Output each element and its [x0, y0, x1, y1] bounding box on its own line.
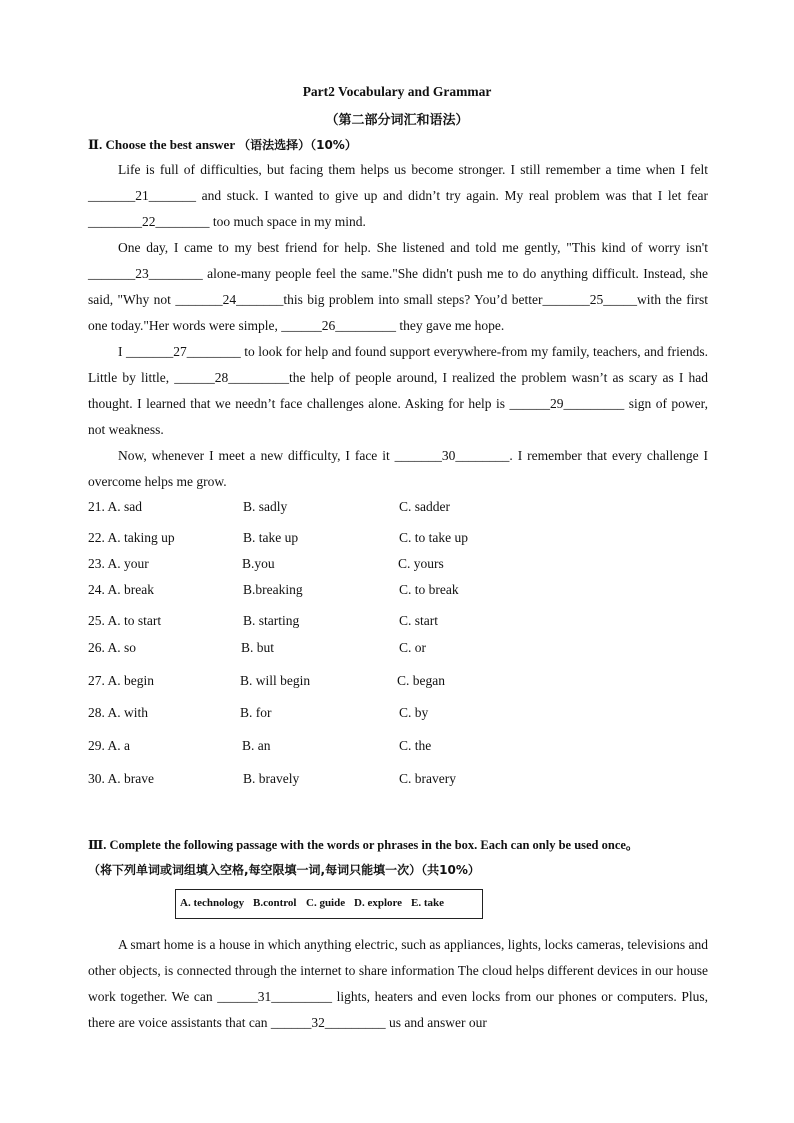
page-title: Part2 Vocabulary and Grammar — [302, 84, 492, 99]
passage-paragraph: A smart home is a house in which anything electric, such as appliances, lights, locks cameras, televisions and other objects, is connected through the internet to share information The cloud helps different devices in our house work together. We can ______31_________ lights, heaters and even locks from our phones or computers. Plus, there are voice assistants that can ______32_________ us and answer our — [88, 937, 708, 1030]
question-23-option-b: B.you — [242, 556, 275, 571]
question-24-option-c: C. to break — [399, 582, 459, 597]
question-27-option-c: C. began — [397, 673, 445, 688]
section-2-passage — [88, 157, 708, 495]
question-25-option-a: 25. A. to start — [88, 613, 162, 628]
question-25-option-b: B. starting — [243, 613, 300, 628]
question-30-option-b: B. bravely — [243, 771, 300, 786]
question-22-option-c: C. to take up — [399, 530, 468, 545]
word-box — [175, 889, 483, 919]
question-24-option-b: B.breaking — [243, 582, 303, 597]
question-29-option-b: B. an — [242, 738, 271, 753]
question-28-option-a: 28. A. with — [88, 705, 149, 720]
page-subtitle: （第二部分词汇和语法） — [325, 113, 469, 128]
question-30-option-c: C. bravery — [399, 771, 456, 786]
question-29-option-a: 29. A. a — [88, 738, 130, 753]
section-3-heading: Ⅲ. Complete the following passage with the words or phrases in the box. Each can only be used once。 — [88, 838, 639, 852]
section-2-heading — [88, 136, 357, 153]
question-27-option-a: 27. A. begin — [88, 673, 154, 688]
question-23-option-a: 23. A. your — [88, 556, 149, 571]
word-box-item-d: D. explore — [354, 897, 403, 909]
word-box-item-c: C. guide — [306, 897, 346, 909]
question-26-option-a: 26. A. so — [88, 640, 137, 655]
passage-paragraph: Life is full of difficulties, but facing them helps us become stronger. I still remember a time when I felt _______21_______ and stuck. I wanted to give up and didn’t try again. My real problem was that I let fear ________22________ too much space in my mind. — [88, 162, 708, 229]
question-22-option-a: 22. A. taking up — [88, 530, 175, 545]
question-26-option-c: C. or — [399, 640, 426, 655]
word-box-item-e: E. take — [411, 897, 444, 909]
passage-paragraph: Now, whenever I meet a new difficulty, I face it _______30________. I remember that every challenge I overcome helps me grow. — [88, 448, 708, 489]
question-29-option-c: C. the — [399, 738, 432, 753]
section-3-heading-cn: （将下列单词或词组填入空格,每空限填一词,每词只能填一次）（共10%） — [88, 863, 480, 877]
question-21-option-b: B. sadly — [243, 499, 288, 514]
word-box-item-a: A. technology — [180, 897, 245, 909]
question-24-option-a: 24. A. break — [88, 582, 154, 597]
question-25-option-c: C. start — [399, 613, 438, 628]
question-30-option-a: 30. A. brave — [88, 771, 154, 786]
question-23-option-c: C. yours — [398, 556, 444, 571]
question-28-option-b: B. for — [240, 705, 272, 720]
question-21-option-a: 21. A. sad — [88, 499, 142, 514]
section-3-passage — [88, 932, 708, 1036]
question-26-option-b: B. but — [241, 640, 275, 655]
word-box-item-b: B.control — [253, 897, 297, 909]
passage-paragraph: I _______27________ to look for help and found support everywhere-from my family, teachers, and friends. Little by little, ______28_________the help of people around, I realized the problem wasn’t as scary as I had thought. I learned that we needn’t face challenges alone. Asking for help is ______29_________ sign of power, not weakness. — [88, 344, 708, 437]
question-28-option-c: C. by — [399, 705, 429, 720]
passage-paragraph: One day, I came to my best friend for help. She listened and told me gently, "This kind of worry isn't _______23________ alone-many people feel the same."She didn't push me to do anything difficult. Instead, she said, "Why not _______24_______this big problem into small steps? You’d better_______25_____with the first one today."Her words were simple, ______26_________ they gave me hope. — [88, 240, 708, 333]
section-2-heading-cn: （语法选择）（10%） — [238, 138, 357, 152]
question-22-option-b: B. take up — [243, 530, 299, 545]
question-27-option-b: B. will begin — [240, 673, 311, 688]
question-21-option-c: C. sadder — [399, 499, 450, 514]
section-2-heading-en: Ⅱ. Choose the best answer — [88, 137, 235, 152]
